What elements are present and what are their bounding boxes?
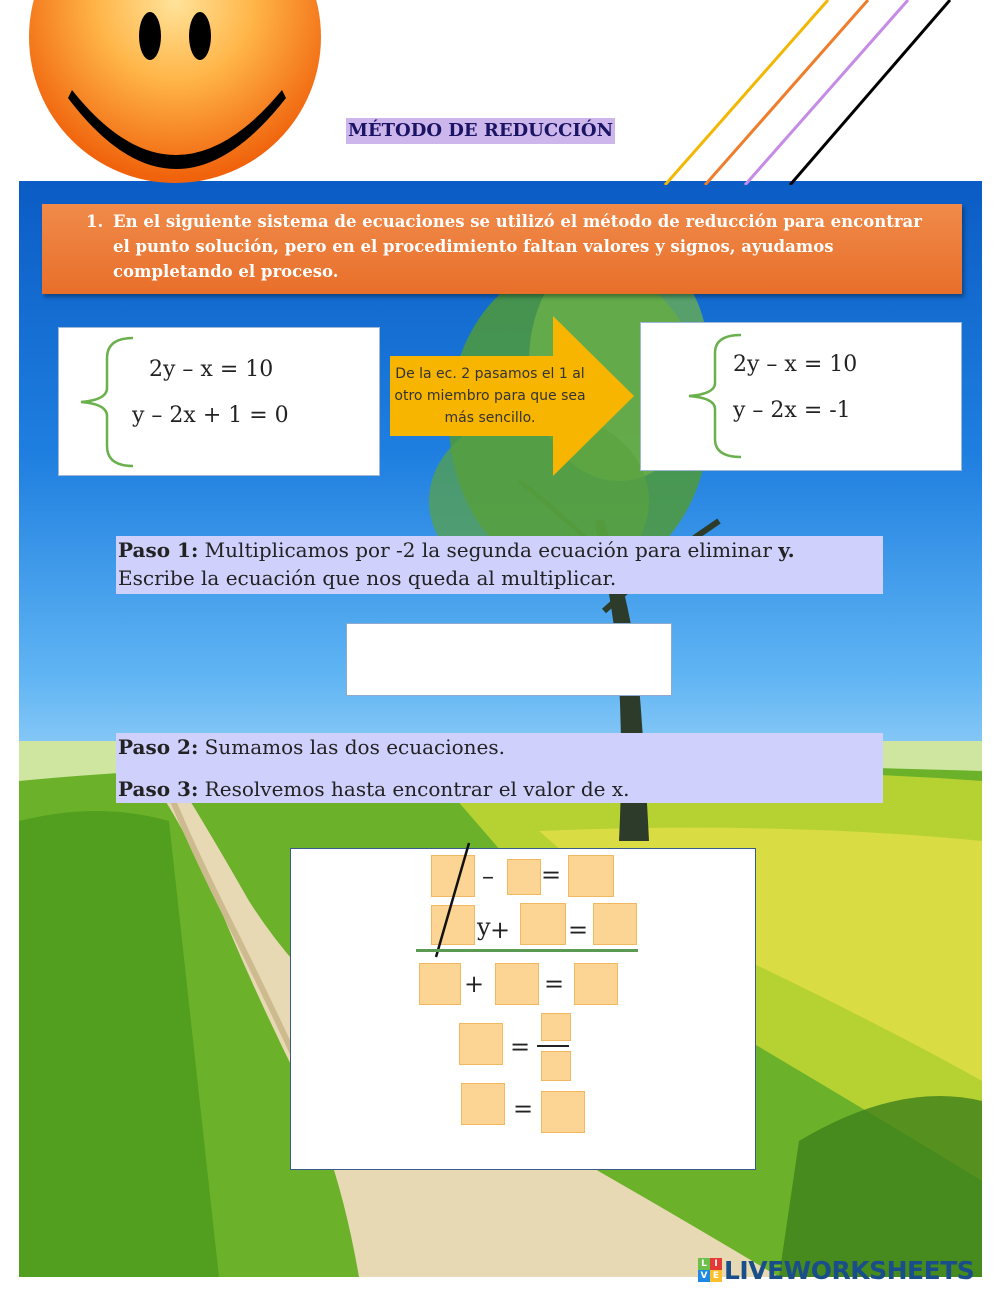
fraction-bar — [537, 1045, 569, 1047]
step-1-line-2: Escribe la ecuación que nos queda al multiplicar. — [118, 566, 617, 590]
instruction-text: En el siguiente sistema de ecuaciones se utilizó el método de reducción para encontrar el punto solución, pero en el procedimiento faltan valores y signos, ayudamos completando el proceso. — [113, 212, 922, 281]
row2-term-input[interactable] — [520, 903, 566, 945]
step-3-line — [118, 761, 883, 803]
original-system-box — [58, 327, 380, 476]
right-brace-icon — [685, 331, 745, 461]
row2-result-input[interactable] — [593, 903, 637, 945]
page-title: MÉTODO DE REDUCCIÓN — [346, 118, 615, 144]
logo-mark-icon — [698, 1258, 722, 1282]
original-equation-2: y – 2x + 1 = 0 — [132, 403, 289, 428]
original-equation-1: 2y – x = 10 — [149, 357, 274, 382]
row3-term-input[interactable] — [495, 963, 539, 1005]
smiley-face-icon — [28, 0, 322, 184]
step-2-label: Paso 2: — [118, 735, 199, 759]
row3-operator: + — [464, 970, 485, 998]
instruction-number: 1. — [86, 212, 104, 231]
decorative-stripes — [640, 0, 1000, 185]
simplified-equation-2: y – 2x = -1 — [733, 398, 851, 423]
cancel-stroke — [421, 849, 481, 959]
step-1-box — [116, 536, 883, 594]
step-1-variable: y. — [778, 538, 795, 562]
step-2-text: Sumamos las dos ecuaciones. — [198, 735, 506, 759]
work-area — [290, 848, 756, 1170]
step-1-line-1 — [118, 536, 883, 564]
row4-equals: = — [510, 1033, 531, 1061]
step-1-label: Paso 1: — [118, 538, 199, 562]
logo-mark-letter: L — [698, 1258, 710, 1270]
logo-mark-letter: I — [710, 1258, 722, 1270]
row5-variable-input[interactable] — [461, 1083, 505, 1125]
row4-numerator-input[interactable] — [541, 1013, 571, 1041]
simplified-system-box — [640, 322, 962, 471]
row2-equals: = — [568, 916, 589, 944]
sum-line — [416, 949, 638, 952]
arrow-note-text: De la ec. 2 pasamos el 1 al otro miembro para que sea más sencillo. — [394, 366, 586, 426]
row2-variable-hint: y — [477, 913, 491, 941]
step-3-text: Resolvemos hasta encontrar el valor de x. — [198, 777, 630, 801]
step-1-text: Multiplicamos por -2 la segunda ecuación para eliminar — [198, 538, 779, 562]
row4-denominator-input[interactable] — [541, 1051, 571, 1081]
row3-result-input[interactable] — [574, 963, 618, 1005]
left-brace-icon — [77, 334, 137, 470]
logo-mark-letter: V — [698, 1270, 710, 1282]
logo-text: LIVEWORKSHEETS — [724, 1255, 975, 1285]
row3-coef-input[interactable] — [419, 963, 461, 1005]
step-3-label: Paso 3: — [118, 777, 199, 801]
simplified-equation-1: 2y – x = 10 — [733, 352, 858, 377]
row1-equals: = — [541, 861, 562, 889]
row4-variable-input[interactable] — [459, 1023, 503, 1065]
row1-operator: – — [482, 862, 494, 890]
instruction-banner — [42, 204, 962, 294]
row1-term-input[interactable] — [507, 859, 541, 895]
row3-equals: = — [544, 970, 565, 998]
step-2-line — [118, 733, 883, 761]
liveworksheets-logo — [698, 1256, 974, 1284]
logo-mark-letter: E — [710, 1270, 722, 1282]
step-1-answer-input[interactable] — [346, 623, 672, 696]
row2-operator: + — [490, 916, 511, 944]
row5-result-input[interactable] — [541, 1091, 585, 1133]
steps-2-3-box — [116, 733, 883, 803]
row1-result-input[interactable] — [568, 855, 614, 897]
row5-equals: = — [513, 1095, 534, 1123]
